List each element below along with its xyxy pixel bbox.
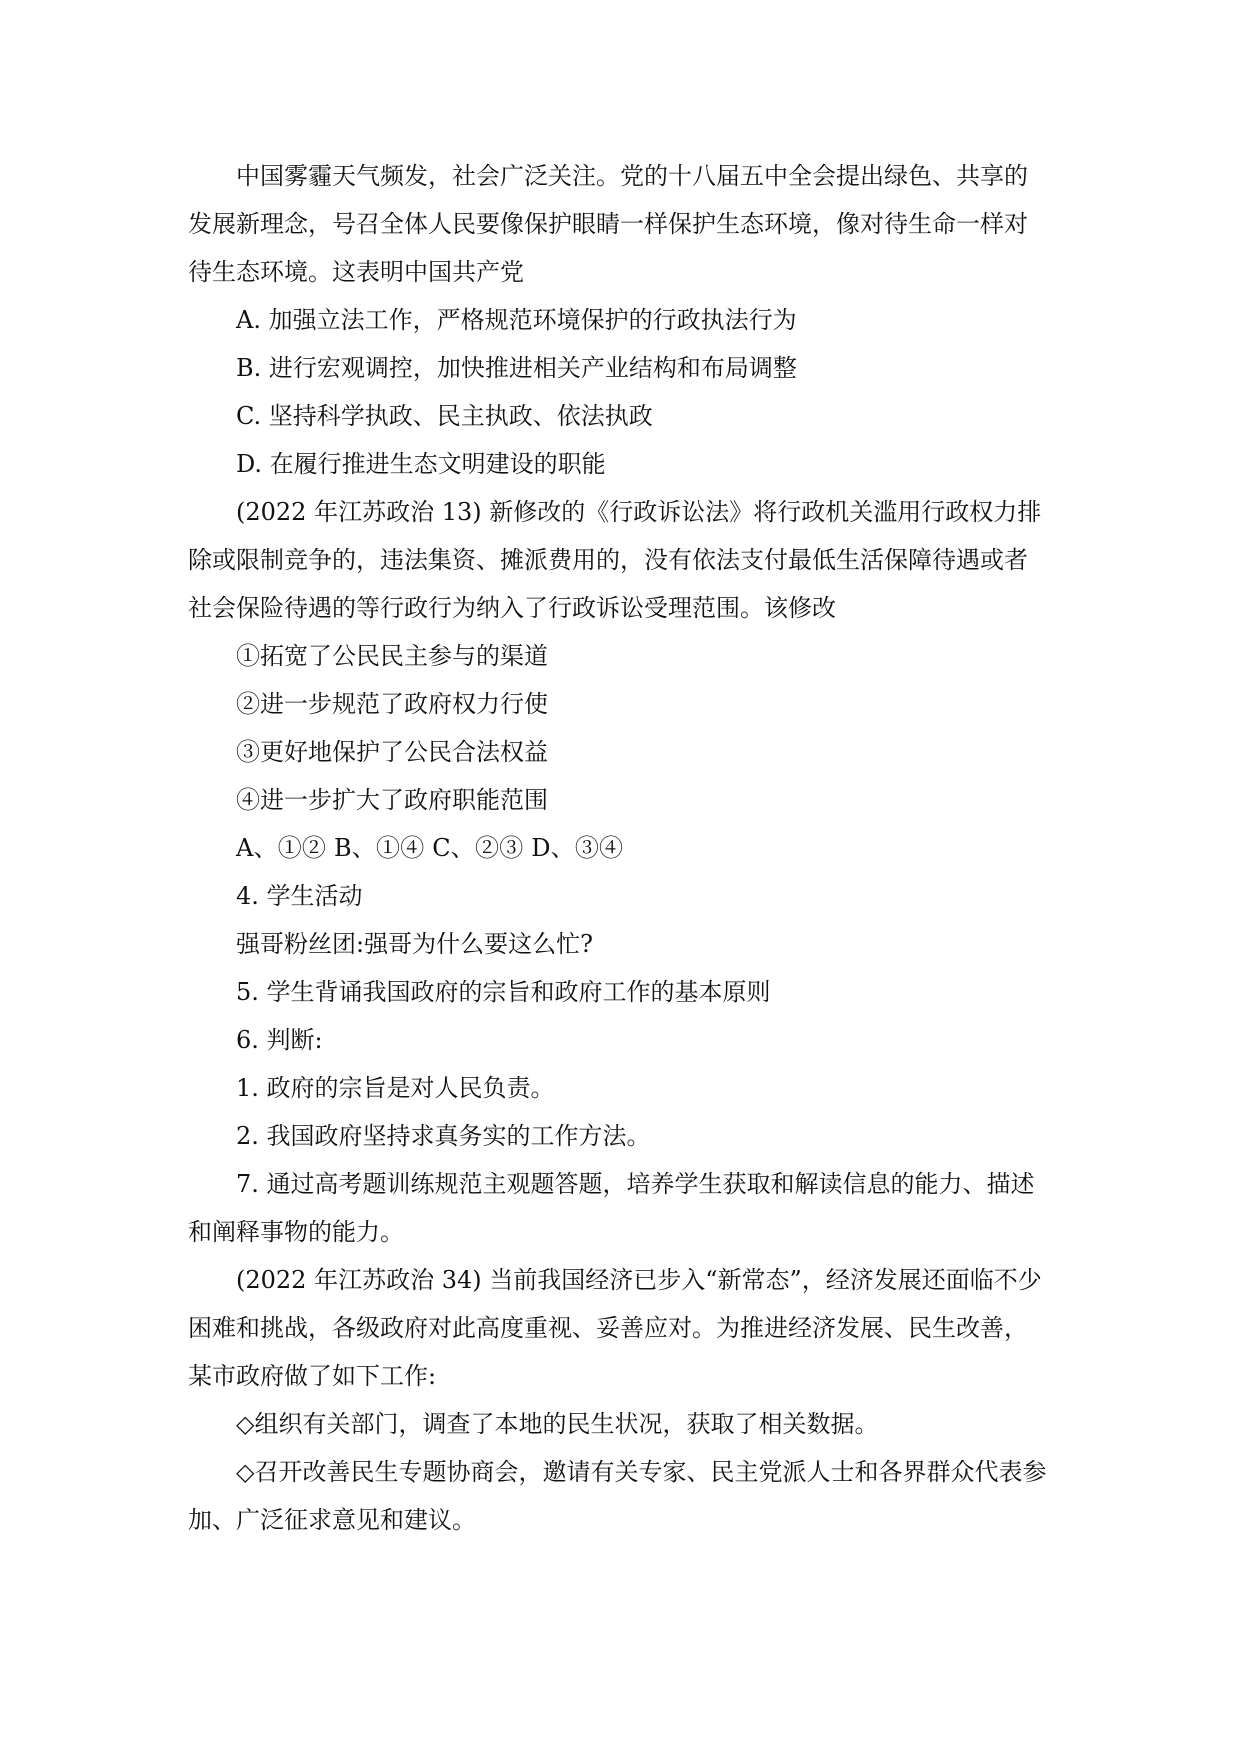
work-item-2: ◇召开改善民生专题协商会，邀请有关专家、民主党派人士和各界群众代表参加、广泛征求意见和建议。 (188, 1458, 1047, 1534)
statement-2: ②进一步规范了政府权力行使 (236, 690, 548, 718)
judge-item-2: 2. 我国政府坚持求真务实的工作方法。 (236, 1122, 651, 1150)
statement-4: ④进一步扩大了政府职能范围 (236, 786, 548, 814)
section-7-paragraph: 7. 通过高考题训练规范主观题答题，培养学生获取和解读信息的能力、描述和阐释事物的能力。 (188, 1170, 1035, 1246)
intro-paragraph: 中国雾霾天气频发，社会广泛关注。党的十八届五中全会提出绿色、共享的发展新理念，号召全体人民要像保护眼睛一样保护生态环境，像对待生命一样对待生态环境。这表明中国共产党 (188, 162, 1028, 286)
option-b-1: B. 进行宏观调控，加快推进相关产业结构和布局调整 (236, 354, 797, 382)
section-5-line: 5. 学生背诵我国政府的宗旨和政府工作的基本原则 (236, 978, 771, 1006)
statement-1: ①拓宽了公民民主参与的渠道 (236, 642, 548, 670)
question-34-paragraph: (2022 年江苏政治 34) 当前我国经济已步入“新常态”，经济发展还面临不少困难和挑战，各级政府对此高度重视、妥善应对。为推进经济发展、民生改善，某市政府做了如下工作: (188, 1266, 1042, 1390)
option-c-1: C. 坚持科学执政、民主执政、依法执政 (236, 402, 653, 430)
statement-3: ③更好地保护了公民合法权益 (236, 738, 548, 766)
document-body (188, 152, 1048, 1544)
section-6-heading: 6. 判断: (236, 1026, 323, 1054)
answer-choices-13: A、①② B、①④ C、②③ D、③④ (236, 834, 624, 862)
judge-item-1: 1. 政府的宗旨是对人民负责。 (236, 1074, 555, 1102)
section-4-heading: 4. 学生活动 (236, 882, 363, 910)
option-d-1: D. 在履行推进生态文明建设的职能 (236, 450, 606, 478)
student-activity-line: 强哥粉丝团:强哥为什么要这么忙? (236, 930, 593, 958)
question-13-paragraph: (2022 年江苏政治 13) 新修改的《行政诉讼法》将行政机关滥用行政权力排除或限制竞争的，违法集资、摊派费用的，没有依法支付最低生活保障待遇或者社会保险待遇的等行政行为纳入了行政诉讼受理范围。该修改 (188, 498, 1042, 622)
work-item-1: ◇组织有关部门，调查了本地的民生状况，获取了相关数据。 (236, 1410, 879, 1438)
option-a-1: A. 加强立法工作，严格规范环境保护的行政执法行为 (236, 306, 797, 334)
